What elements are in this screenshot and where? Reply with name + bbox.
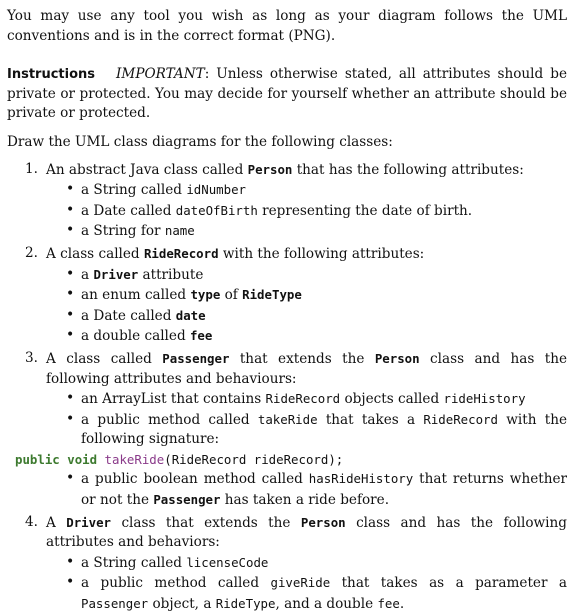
item-text: A class called RideRecord with the following attributes:	[46, 245, 425, 262]
class-list	[7, 160, 567, 615]
attribute-list	[46, 180, 567, 242]
instructions-paragraph	[7, 65, 567, 124]
list-item: • a public boolean method called hasRideHistory that returns whether or not the Passenger has taken a ride before.	[81, 469, 567, 510]
list-item: • a public method called giveRide that takes as a parameter a Passenger object, a RideType, and a double fee.	[81, 573, 567, 614]
list-item: • a String called idNumber	[81, 180, 567, 201]
item-text: An abstract Java class called Person that has the following attributes:	[46, 161, 524, 178]
attribute-list	[46, 469, 567, 510]
attribute-list	[46, 389, 567, 450]
method-signature: public void takeRide(RideRecord rideRecord);	[15, 451, 344, 467]
instructions-label: Instructions	[7, 67, 96, 83]
instructions-text: : Unless otherwise stated, all attributes should be private or protected. You may decide for yourself whether an attribute should be private or protected.	[7, 66, 567, 122]
item-text: A Driver class that extends the Person class and has the following attributes and behaviors:	[46, 514, 567, 551]
list-item-riderecord	[25, 244, 567, 347]
class-name: Passenger	[162, 350, 230, 366]
class-name: Driver	[66, 514, 112, 530]
item-number: 1.	[25, 160, 38, 177]
intro-paragraph: You may use any tool you wish as long as your diagram follows the UML conventions and is in the correct format (PNG).	[7, 8, 567, 44]
class-name: RideRecord	[143, 245, 219, 261]
draw-heading: Draw the UML class diagrams for the following classes:	[7, 133, 393, 150]
list-item: • a String called licenseCode	[81, 553, 567, 574]
item-number: 2.	[25, 244, 38, 261]
item-number: 4.	[25, 513, 38, 530]
list-item: • a Date called date	[81, 306, 567, 327]
list-item-person	[25, 160, 567, 242]
list-item-passenger	[15, 349, 567, 511]
attribute-list	[46, 553, 567, 615]
important-label: IMPORTANT	[116, 66, 205, 83]
list-item: • a Driver attribute	[81, 265, 567, 286]
list-item: • an ArrayList that contains RideRecord objects called rideHistory	[81, 389, 567, 410]
list-item: • a double called fee	[81, 326, 567, 347]
item-text: A class called Passenger that extends the Person class and has the following attributes and behaviours:	[46, 350, 567, 387]
attribute-list	[46, 265, 567, 347]
class-name: Person	[247, 161, 293, 177]
list-item: • an enum called type of RideType	[81, 285, 567, 306]
list-item: • a String for name	[81, 221, 567, 242]
list-item: • a Date called dateOfBirth representing the date of birth.	[81, 201, 567, 222]
list-item-driver	[25, 513, 567, 615]
item-number: 3.	[25, 349, 38, 366]
list-item: • a public method called takeRide that takes a RideRecord with the following signature:	[81, 410, 567, 450]
